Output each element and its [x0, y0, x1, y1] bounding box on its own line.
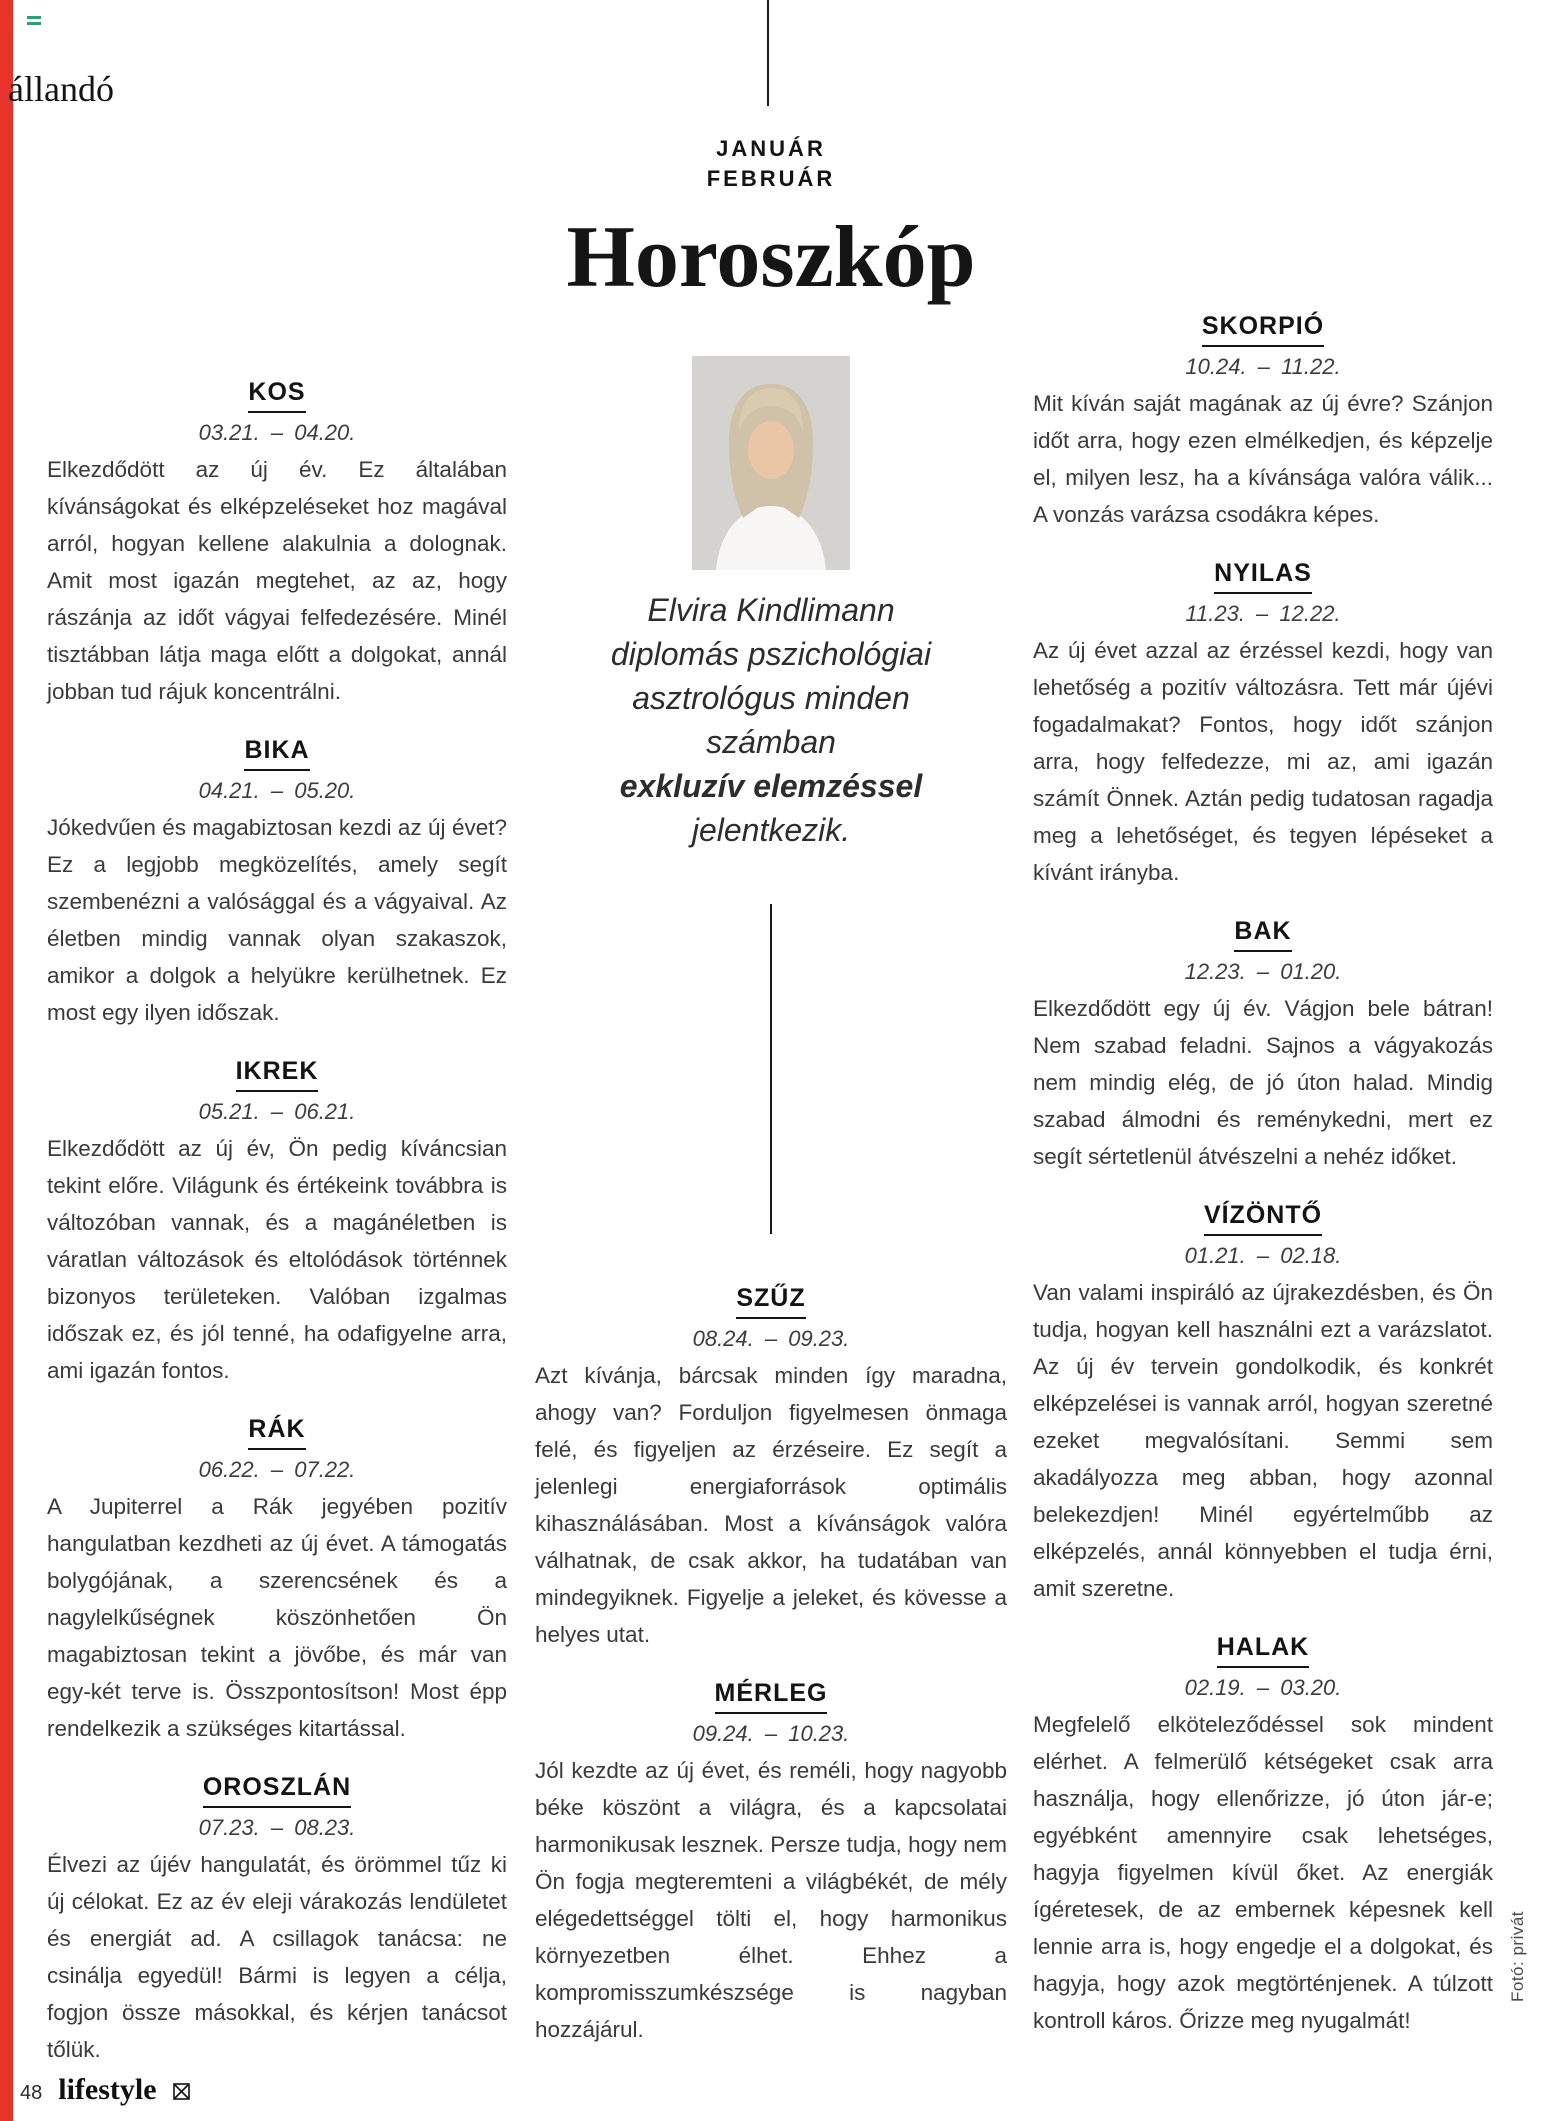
- sign-vizonto: [1033, 1199, 1493, 1607]
- intro-line: Elvira Kindlimann: [647, 592, 895, 628]
- sign-name: SZŰZ: [736, 1282, 805, 1319]
- intro-line: diplomás pszichológiai: [610, 636, 932, 672]
- page-number: 48: [20, 2082, 43, 2104]
- sign-name: NYILAS: [1214, 557, 1312, 594]
- footer: [20, 2073, 190, 2107]
- sign-text: Az új évet azzal az érzéssel kezdi, hogy van lehetőség a pozitív változásra. Tett már újévi fogadalmakat? Fontos, hogy időt szánjon arra, hogy felfedezze, mi az, ami igazán számít Önnek. Aztán pedig tudatosan ragadja meg a lehetőséget, és tegyen lépéseket a kívánt irányba.: [1033, 638, 1493, 885]
- sign-text: Jól kezdte az új évet, és reméli, hogy nagyobb béke köszönt a világra, és a kapcsolatai harmonikusak lesznek. Persze tudja, hogy nem Ön fogja megteremteni a világbékét, de mély elégedettséggel tölti el, hogy harmonikus környezetben élhet. Ehhez a kompromisszumkészsége is nagyban hozzájárul.: [535, 1758, 1007, 2042]
- sign-dates: 02.19. – 03.20.: [1184, 1675, 1342, 1700]
- sign-bika: [47, 734, 507, 1031]
- sign-name: IKREK: [236, 1055, 319, 1092]
- sign-merleg: [535, 1677, 1007, 2048]
- sign-name: VÍZÖNTŐ: [1204, 1199, 1322, 1236]
- magazine-brand: lifestyle: [58, 2073, 157, 2106]
- intro-line: asztrológus minden: [632, 680, 910, 716]
- sign-name: RÁK: [248, 1413, 305, 1450]
- sign-name: MÉRLEG: [715, 1677, 828, 1714]
- sign-name: BAK: [1234, 915, 1291, 952]
- sign-name: KOS: [248, 376, 305, 413]
- sign-dates: 09.24. – 10.23.: [692, 1721, 850, 1746]
- sign-dates: 04.21. – 05.20.: [198, 778, 356, 803]
- left-accent-bar: [0, 0, 13, 2121]
- center-column: [535, 134, 1007, 2072]
- sign-rak: [47, 1413, 507, 1747]
- section-label: állandó: [8, 69, 114, 109]
- intro-line: jelentkezik.: [691, 812, 851, 848]
- sign-kos: [47, 376, 507, 710]
- portrait-photo: [692, 356, 850, 570]
- sign-halak: [1033, 1631, 1493, 2039]
- sign-ikrek: [47, 1055, 507, 1389]
- sign-text: Elkezdődött egy új év. Vágjon bele bátran! Nem szabad feladni. Sajnos a vágyakozás nem mindig elég, de jó úton halad. Mindig szabad álmodni és reménykedni, mert ez segít sértetlenül átvészelni a nehéz időket.: [1033, 996, 1493, 1169]
- sign-text: A Jupiterrel a Rák jegyében pozitív hangulatban kezdheti az új évet. A támogatás bolygójának, a szerencsének és a nagylelkűségnek köszönhetően Ön magabiztosan tekint a jövőbe, és már van egy-két terve is. Összpontosítson! Most épp rendelkezik a szükséges kitartással.: [47, 1494, 507, 1741]
- sign-text: Jókedvűen és magabiztosan kezdi az új évet? Ez a legjobb megközelítés, amely segít szembenézni a valósággal és a vágyaival. Az életben mindig vannak olyan szakaszok, amikor a dolgok a helyükre kerülhetnek. Ez most egy ilyen időszak.: [47, 815, 507, 1025]
- sign-dates: 03.21. – 04.20.: [198, 420, 356, 445]
- sign-dates: 01.21. – 02.18.: [1184, 1243, 1342, 1268]
- sign-nyilas: [1033, 557, 1493, 891]
- sign-oroszlan: [47, 1771, 507, 2068]
- month-january: JANUÁR: [716, 136, 826, 161]
- sign-dates: 10.24. – 11.22.: [1185, 354, 1341, 379]
- month-february: FEBRUÁR: [706, 166, 836, 191]
- page-title: Horoszkóp: [566, 209, 976, 306]
- intro-line-bold: exkluzív elemzéssel: [619, 768, 923, 804]
- sign-dates: 05.21. – 06.21.: [198, 1099, 356, 1124]
- sign-text: Elkezdődött az új év, Ön pedig kíváncsian tekint előre. Világunk és értékeink továbbra is változóban vannak, és a magánéletben is váratlan változások és eltolódások történnek bizonyos területeken. Valóban izgalmas időszak ez, és jól tenné, ha odafigyelne arra, ami igazán fontos.: [47, 1136, 507, 1383]
- lifestyle-logo-icon: [173, 2083, 190, 2105]
- sign-skorpio: [1033, 310, 1493, 533]
- sign-text: Elkezdődött az új év. Ez általában kívánságokat és elképzeléseket hoz magával arról, hogyan kellene alakulnia a dolognak. Amit most igazán megtehet, az az, hogy rászánja az időt vágyai felfedezésére. Minél tisztábban látja maga előtt a dolgokat, annál jobban tud rájuk koncentrálni.: [47, 457, 507, 704]
- intro-text: [535, 588, 1007, 852]
- sign-bak: [1033, 915, 1493, 1175]
- menu-icon: [27, 16, 41, 28]
- right-column: [1033, 310, 1493, 2063]
- sign-name: OROSZLÁN: [203, 1771, 351, 1808]
- sign-name: SKORPIÓ: [1202, 310, 1324, 347]
- sign-name: HALAK: [1217, 1631, 1310, 1668]
- top-divider-line: [767, 0, 769, 106]
- vertical-divider-line: [770, 904, 772, 1234]
- sign-text: Van valami inspiráló az újrakezdésben, és Ön tudja, hogyan kell használni ezt a varázslatot. Az új év tervein gondolkodik, és konkrét elképzelései is vannak arról, hogyan szeretné ezeket megvalósítani. Semmi sem akadályozza meg abban, hogy azonnal belekezdjen! Minél egyértelműbb az elképzelés, annál könnyebben el tudja érni, amit szeretne.: [1033, 1280, 1493, 1601]
- sign-dates: 08.24. – 09.23.: [692, 1326, 850, 1351]
- sign-dates: 12.23. – 01.20.: [1184, 959, 1342, 984]
- sign-text: Mit kíván saját magának az új évre? Szánjon időt arra, hogy ezen elmélkedjen, és képzelje el, milyen lesz, ha a kívánsága valóra válik... A vonzás varázsa csodákra képes.: [1033, 391, 1493, 527]
- photo-credit: Fotó: privát: [1508, 1910, 1527, 2002]
- sign-text: Élvezi az újév hangulatát, és örömmel tűz ki új célokat. Ez az év eleji várakozás lendületet és energiát ad. A csillagok tanácsa: ne csinálja egyedül! Bármi is legyen a célja, fogjon össze másokkal, és kérjen tanácsot tőlük.: [47, 1852, 507, 2062]
- sign-dates: 07.23. – 08.23.: [198, 1815, 356, 1840]
- sign-name: BIKA: [244, 734, 309, 771]
- sign-szuz: [535, 1282, 1007, 1653]
- sign-text: Megfelelő elköteleződéssel sok mindent elérhet. A felmerülő kétségeket csak arra használja, hogy ellenőrizze, jó úton jár-e; egyébként amennyire csak lehetséges, hagyja figyelmen kívül őket. Az energiák ígéretesek, de az embernek képesnek kell lennie arra is, hogy engedje el a dolgokat, és hagyja, hogy azok megtörténjenek. A túlzott kontroll káros. Őrizze meg nyugalmát!: [1033, 1712, 1493, 2033]
- intro-line: számban: [706, 724, 836, 760]
- sign-dates: 06.22. – 07.22.: [198, 1457, 356, 1482]
- left-column: [47, 376, 507, 2092]
- sign-text: Azt kívánja, bárcsak minden így maradna, ahogy van? Forduljon figyelmesen önmaga felé, és figyeljen az érzéseire. Ez segít a jelenlegi energiaforrások optimális kihasználásában. Most a kívánságok valóra válhatnak, de csak akkor, ha tudatában van mindegyiknek. Figyelje a jeleket, és kövesse a helyes utat.: [535, 1363, 1007, 1647]
- sign-dates: 11.23. – 12.22.: [1185, 601, 1341, 626]
- issue-months: [535, 134, 1007, 194]
